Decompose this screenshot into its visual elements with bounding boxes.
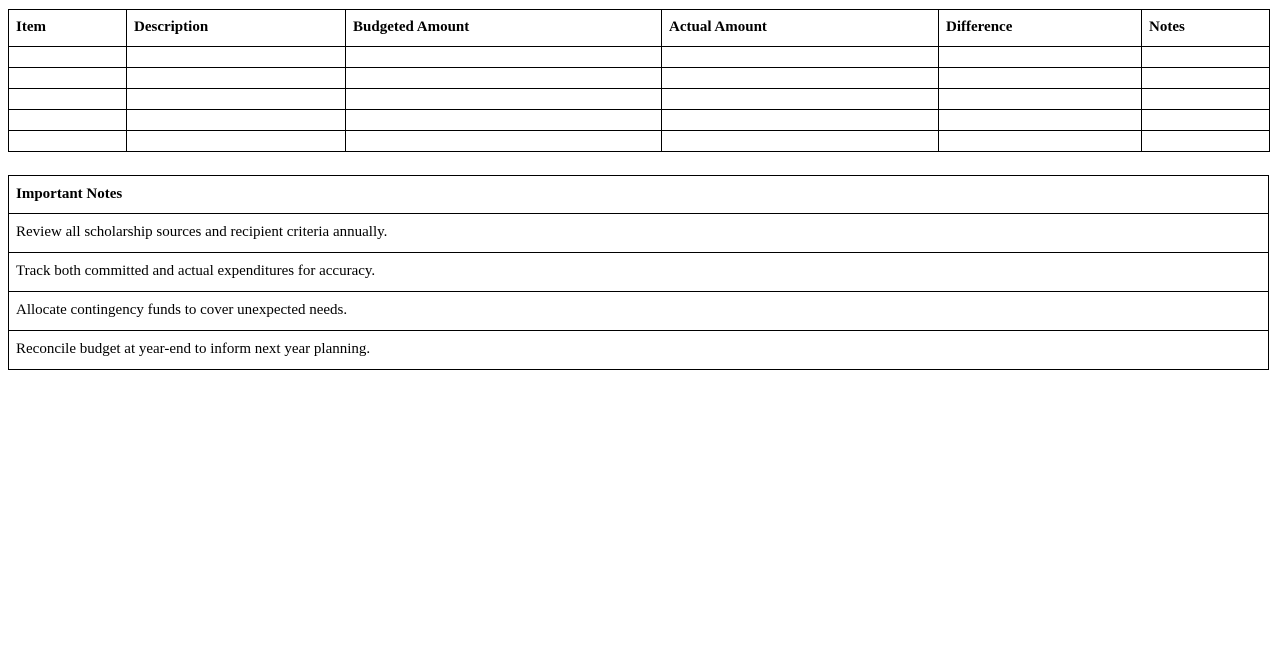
budget-cell-budgeted-amount[interactable]	[346, 131, 662, 152]
budget-cell-notes[interactable]	[1142, 89, 1270, 110]
budget-cell-actual-amount[interactable]	[662, 68, 939, 89]
note-row	[9, 292, 1269, 331]
important-notes-table	[8, 175, 1269, 370]
column-header-item: Item	[9, 10, 127, 47]
budget-cell-notes[interactable]	[1142, 68, 1270, 89]
budget-cell-notes[interactable]	[1142, 47, 1270, 68]
note-text: Review all scholarship sources and recipient criteria annually.	[9, 214, 1269, 253]
budget-cell-description[interactable]	[127, 110, 346, 131]
budget-cell-difference[interactable]	[939, 110, 1142, 131]
budget-cell-difference[interactable]	[939, 89, 1142, 110]
budget-cell-item[interactable]	[9, 68, 127, 89]
budget-cell-item[interactable]	[9, 47, 127, 68]
column-header-difference: Difference	[939, 10, 1142, 47]
budget-cell-actual-amount[interactable]	[662, 131, 939, 152]
budget-table-row	[9, 131, 1270, 152]
notes-table-header-row	[9, 176, 1269, 214]
budget-cell-actual-amount[interactable]	[662, 47, 939, 68]
note-text: Reconcile budget at year-end to inform next year planning.	[9, 331, 1269, 370]
budget-table-row	[9, 68, 1270, 89]
column-header-budgeted-amount: Budgeted Amount	[346, 10, 662, 47]
budget-cell-budgeted-amount[interactable]	[346, 89, 662, 110]
budget-cell-notes[interactable]	[1142, 110, 1270, 131]
budget-table-row	[9, 89, 1270, 110]
note-text: Allocate contingency funds to cover unexpected needs.	[9, 292, 1269, 331]
budget-cell-difference[interactable]	[939, 47, 1142, 68]
note-text: Track both committed and actual expenditures for accuracy.	[9, 253, 1269, 292]
column-header-actual-amount: Actual Amount	[662, 10, 939, 47]
budget-cell-budgeted-amount[interactable]	[346, 110, 662, 131]
budget-cell-description[interactable]	[127, 47, 346, 68]
budget-cell-budgeted-amount[interactable]	[346, 47, 662, 68]
budget-table-header-row	[9, 10, 1270, 47]
budget-cell-difference[interactable]	[939, 68, 1142, 89]
column-header-description: Description	[127, 10, 346, 47]
budget-cell-notes[interactable]	[1142, 131, 1270, 152]
budget-cell-budgeted-amount[interactable]	[346, 68, 662, 89]
column-header-notes: Notes	[1142, 10, 1270, 47]
budget-table-row	[9, 47, 1270, 68]
budget-cell-item[interactable]	[9, 110, 127, 131]
budget-table-row	[9, 110, 1270, 131]
budget-cell-difference[interactable]	[939, 131, 1142, 152]
note-row	[9, 214, 1269, 253]
note-row	[9, 253, 1269, 292]
budget-cell-item[interactable]	[9, 131, 127, 152]
budget-cell-item[interactable]	[9, 89, 127, 110]
budget-cell-actual-amount[interactable]	[662, 110, 939, 131]
notes-table-header: Important Notes	[9, 176, 1269, 214]
budget-cell-description[interactable]	[127, 68, 346, 89]
note-row	[9, 331, 1269, 370]
budget-cell-description[interactable]	[127, 131, 346, 152]
budget-cell-description[interactable]	[127, 89, 346, 110]
budget-cell-actual-amount[interactable]	[662, 89, 939, 110]
budget-table	[8, 9, 1270, 152]
